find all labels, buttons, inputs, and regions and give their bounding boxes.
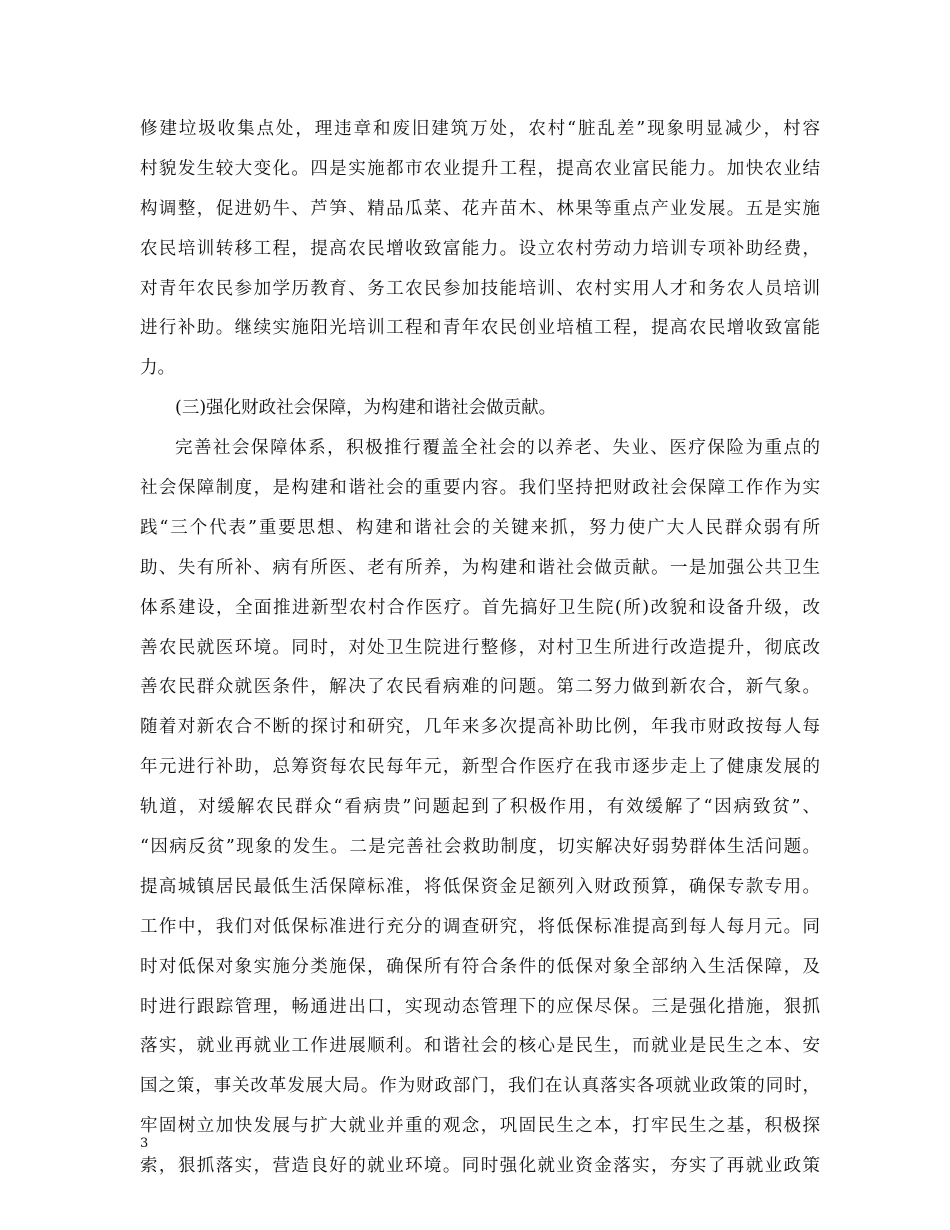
text-line: 体系建设，全面推进新型农村合作医疗。首先搞好卫生院(所)改貌和设备升级，改 bbox=[140, 597, 820, 618]
section-heading: (三)强化财政社会保障，为构建和谐社会做贡献。 bbox=[175, 398, 557, 419]
text-line: 国之策，事关改革发展大局。作为财政部门，我们在认真落实各项就业政策的同时， bbox=[140, 1076, 820, 1097]
page-number: 3 bbox=[140, 1136, 149, 1151]
text-line: 轨道，对缓解农民群众“看病贵”问题起到了积极作用，有效缓解了“因病致贫”、 bbox=[140, 797, 820, 818]
text-line: 善农民就医环境。同时，对处卫生院进行整修，对村卫生所进行改造提升，彻底改 bbox=[140, 637, 820, 658]
text-line: 工作中，我们对低保标准进行充分的调查研究，将低保标准提高到每人每月元。同 bbox=[140, 916, 820, 937]
text-line: 随着对新农合不断的探讨和研究，几年来多次提高补助比例，年我市财政按每人每 bbox=[140, 717, 820, 738]
text-line: 践“三个代表”重要思想、构建和谐社会的关键来抓，努力使广大人民群众弱有所 bbox=[140, 517, 820, 538]
text-line: 时进行跟踪管理，畅通进出口，实现动态管理下的应保尽保。三是强化措施，狠抓 bbox=[140, 996, 820, 1017]
paragraph-first-line: 完善社会保障体系，积极推行覆盖全社会的以养老、失业、医疗保险为重点的 bbox=[175, 438, 820, 459]
text-line: 落实，就业再就业工作进展顺利。和谐社会的核心是民生，而就业是民生之本、安 bbox=[140, 1036, 820, 1057]
text-line: 提高城镇居民最低生活保障标准，将低保资金足额列入财政预算，确保专款专用。 bbox=[140, 876, 820, 897]
text-line: 村貌发生较大变化。四是实施都市农业提升工程，提高农业富民能力。加快农业结 bbox=[140, 158, 820, 179]
text-line: 牢固树立加快发展与扩大就业并重的观念，巩固民生之本，打牢民生之基，积极探 bbox=[140, 1116, 820, 1137]
text-line: 进行补助。继续实施阳光培训工程和青年农民创业培植工程，提高农民增收致富能 bbox=[140, 318, 820, 339]
text-line: 年元进行补助，总筹资每农民每年元，新型合作医疗在我市逐步走上了健康发展的 bbox=[140, 757, 820, 778]
text-line: 助、失有所补、病有所医、老有所养，为构建和谐社会做贡献。一是加强公共卫生 bbox=[140, 557, 820, 578]
text-line: 构调整，促进奶牛、芦笋、精品瓜菜、花卉苗木、林果等重点产业发展。五是实施 bbox=[140, 198, 820, 219]
text-line: 善农民群众就医条件，解决了农民看病难的问题。第二努力做到新农合，新气象。 bbox=[140, 677, 820, 698]
text-line: 农民培训转移工程，提高农民增收致富能力。设立农村劳动力培训专项补助经费， bbox=[140, 238, 820, 259]
text-line: 社会保障制度，是构建和谐社会的重要内容。我们坚持把财政社会保障工作作为实 bbox=[140, 478, 820, 499]
text-line: 索，狠抓落实，营造良好的就业环境。同时强化就业资金落实，夯实了再就业政策 bbox=[140, 1156, 820, 1177]
document-body bbox=[140, 110, 820, 1187]
text-line: 时对低保对象实施分类施保，确保所有符合条件的低保对象全部纳入生活保障，及 bbox=[140, 956, 820, 977]
text-line: 力。 bbox=[140, 358, 175, 379]
text-line: 修建垃圾收集点处，理违章和废旧建筑万处，农村“脏乱差”现象明显减少，村容 bbox=[140, 119, 820, 139]
text-line: 对青年农民参加学历教育、务工农民参加技能培训、农村实用人才和务农人员培训 bbox=[140, 278, 820, 299]
text-line: “因病反贫”现象的发生。二是完善社会救助制度，切实解决好弱势群体生活问题。 bbox=[140, 837, 820, 858]
